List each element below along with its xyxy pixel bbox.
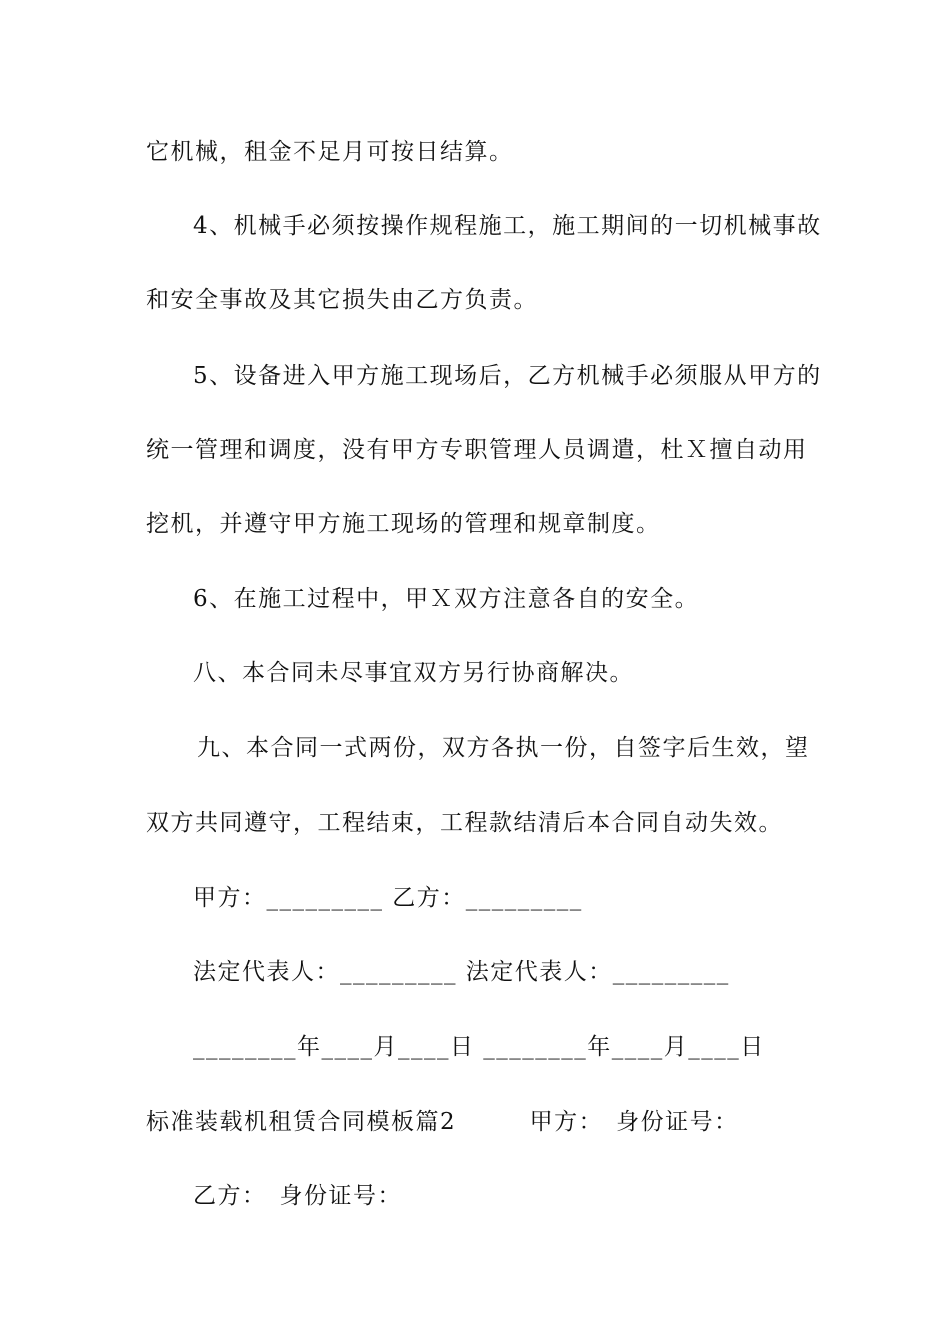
clause-5-line-3: 挖机，并遵守甲方施工现场的管理和规章制度。	[146, 511, 661, 537]
signature-legal-reps: 法定代表人：_________ 法定代表人：_________	[193, 959, 730, 985]
signature-parties: 甲方：_________ 乙方：_________	[193, 885, 583, 911]
clause-3-continuation: 它机械，租金不足月可按日结算。	[146, 139, 514, 165]
article-9-line-1: 九、本合同一式两份，双方各执一份，自签字后生效，望	[197, 735, 810, 761]
party-b-id-line: 乙方： 身份证号：	[193, 1183, 402, 1209]
clause-4-line-1: 4、机械手必须按操作规程施工，施工期间的一切机械事故	[193, 213, 822, 239]
article-8: 八、本合同未尽事宜双方另行协商解决。	[193, 660, 634, 686]
article-9-line-2: 双方共同遵守，工程结束，工程款结清后本合同自动失效。	[146, 810, 783, 836]
signature-dates: ________年____月____日 ________年____月____日	[193, 1034, 765, 1060]
clause-5-line-1: 5、设备进入甲方施工现场后，乙方机械手必须服从甲方的	[193, 363, 822, 389]
template-2-heading: 标准装载机租赁合同模板篇2 甲方： 身份证号：	[146, 1109, 739, 1135]
clause-5-line-2: 统一管理和调度，没有甲方专职管理人员调遣，杜Ｘ擅自动用	[146, 437, 808, 463]
clause-6: 6、在施工过程中，甲Ｘ双方注意各自的安全。	[193, 586, 700, 612]
clause-4-line-2: 和安全事故及其它损失由乙方负责。	[146, 287, 538, 313]
